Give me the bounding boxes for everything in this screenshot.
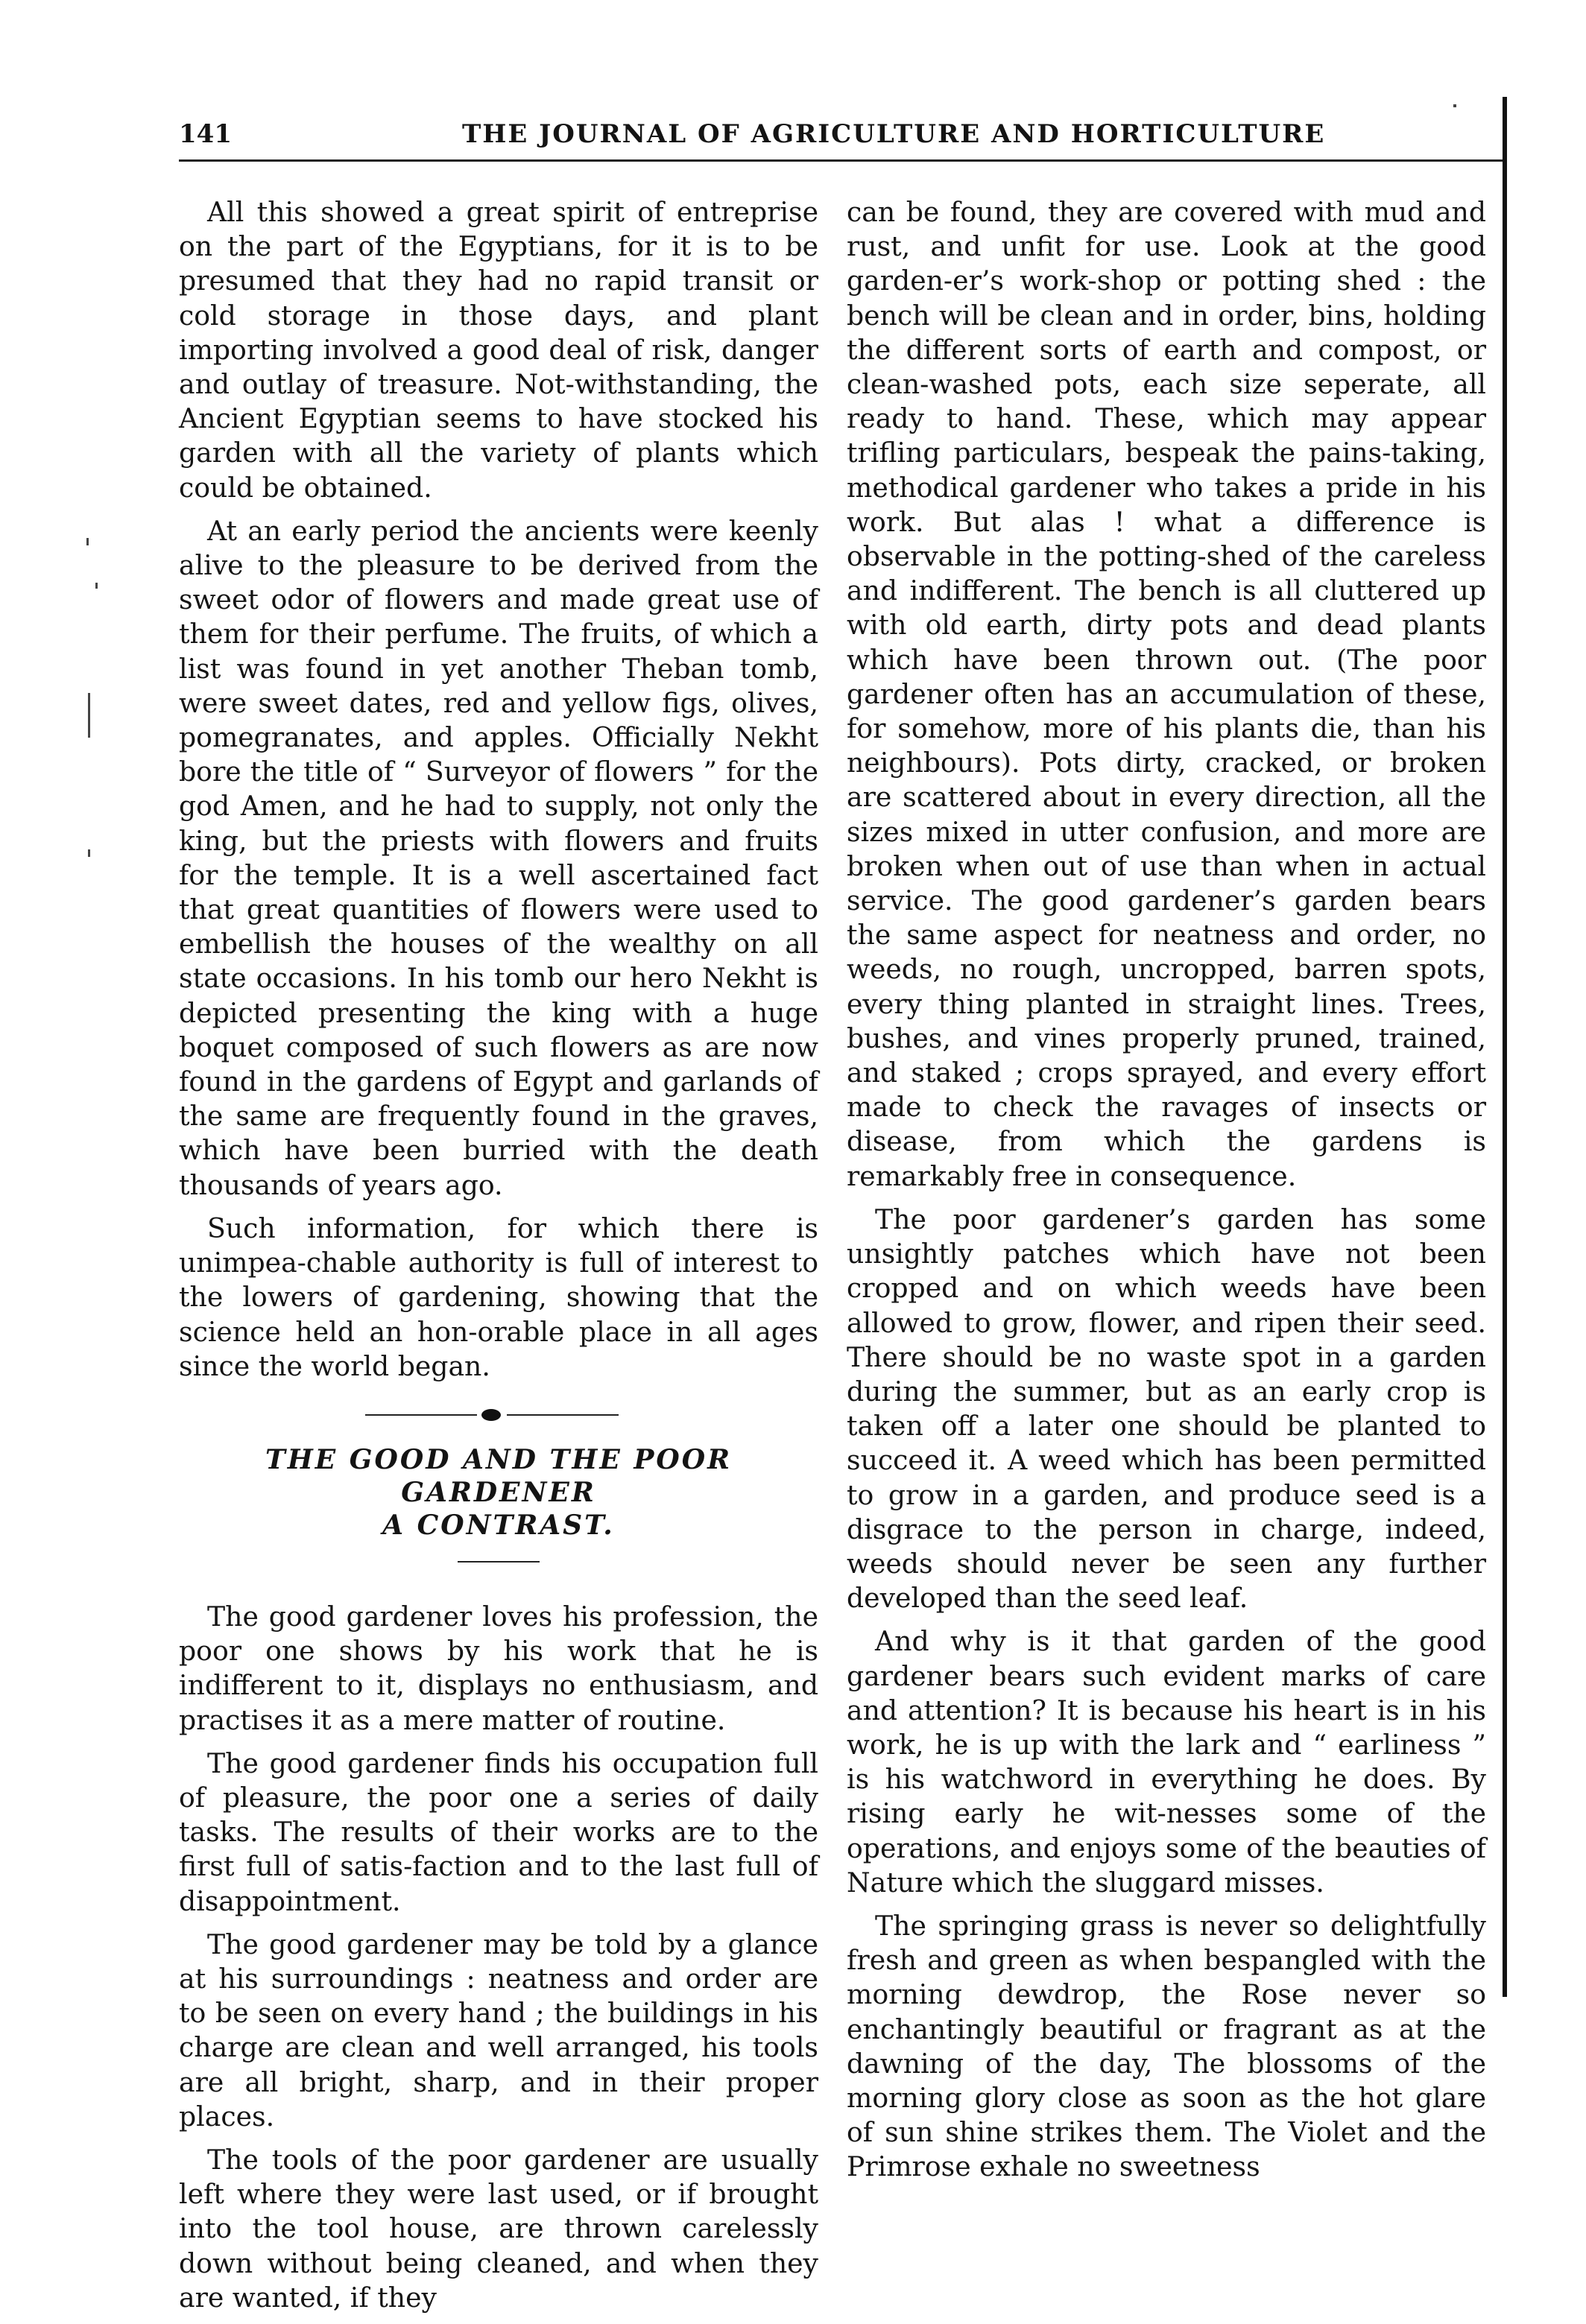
article-title-line2: A CONTRAST. xyxy=(382,1509,615,1541)
running-title: THE JOURNAL OF AGRICULTURE AND HORTICULTURE xyxy=(462,119,1326,149)
paragraph: The good gardener finds his occupation full of pleasure, the poor one a series of daily tasks. The results of their works are to the first full of satis-faction and to the last full of disappointment. xyxy=(179,1747,818,1917)
scan-speck xyxy=(88,849,90,857)
page-number: 141 xyxy=(179,119,232,149)
ornament-line-right xyxy=(507,1414,619,1416)
paragraph: The good gardener may be told by a glance at his surroundings : neatness and order are to be seen on every hand ; the buildings in his charge are clean and well arranged, his tools are all bright, sharp, and in their proper places. xyxy=(179,1928,818,2133)
paragraph: Such information, for which there is unimpea-chable authority is full of interest to the lowers of gardening, showing that the science held an hon-orable place in all ages since the world began. xyxy=(179,1212,818,1382)
scan-edge-line xyxy=(1503,97,1507,1997)
paragraph: At an early period the ancients were keenly alive to the pleasure to be derived from the sweet odor of flowers and made great use of them for their perfume. The fruits, of which a list was found in yet another Theban tomb, were sweet dates, red and yellow figs, olives, pomegranates, and apples. Officially Nekht bore the title of “ Surveyor of flowers ” for the god Amen, and he had to supply, not only the king, but the priests with flowers and fruits for the temple. It is a well ascertained fact that great quantities of flowers were used to embellish the houses of the wealthy on all state occasions. In his tomb our hero Nekht is depicted presenting the king with a huge boquet composed of such flowers as are now found in the gardens of Egypt and garlands of the same are frequently found in the graves, which have been burried with the death thousands of years ago. xyxy=(179,514,818,1201)
paragraph: All this showed a great spirit of entreprise on the part of the Egyptians, for it is to be presumed that they had no rapid transit or cold storage in those days, and plant importing involved a good deal of risk, danger and outlay of treasure. Not-withstanding, the Ancient Egyptian seems to have stocked his garden with all the variety of plants which could be obtained. xyxy=(179,196,818,504)
paragraph: The poor gardener’s garden has some unsightly patches which have not been cropped and on which weeds have been allowed to grow, flower, and ripen their seed. There should be no waste spot in a garden during the summer, but as an early crop is taken off a later one should be planted to succeed it. A weed which has been permitted to grow in a garden, and produce seed is a disgrace to the person in charge, indeed, weeds should never be seen any further developed than the seed leaf. xyxy=(847,1203,1486,1615)
paragraph: The tools of the poor gardener are usually left where they were last used, or if brought into the tool house, are thrown carelessly down without being cleaned, and when they are wanted, if they xyxy=(179,2143,818,2314)
paragraph: And why is it that garden of the good gardener bears such evident marks of care and attention? It is because his heart is in his work, he is up with the lark and “ earliness ” is his watchword in everything he does. By rising early he wit-nesses some of the operations, and enjoys some of the beauties of Nature which the sluggard misses. xyxy=(847,1625,1486,1899)
left-column xyxy=(179,195,818,2324)
scan-speck xyxy=(95,583,98,589)
article-title-line1: THE GOOD AND THE POOR GARDENER xyxy=(265,1443,733,1508)
paragraph: The good gardener loves his profession, the poor one shows by his work that he is indifferent to it, displays no enthusiasm, and practises it as a mere matter of routine. xyxy=(179,1600,818,1736)
article-title xyxy=(179,1443,818,1542)
scan-speck xyxy=(86,538,89,545)
scan-speck xyxy=(88,693,90,738)
section-ornament xyxy=(179,1400,818,1430)
ornament-diamond xyxy=(481,1409,501,1421)
paragraph-continued: can be found, they are covered with mud and rust, and unfit for use. Look at the good garden-er’s work-shop or potting shed : the bench will be clean and in order, bins, holding the different sorts of earth and compost, or clean-washed pots, each size seperate, all ready to hand. These, which may appear trifling particulars, bespeak the pains-taking, methodical gardener who takes a pride in his work. But alas ! what a difference is observable in the potting-shed of the careless and indifferent. The bench is all cluttered up with old earth, dirty pots and dead plants which have been thrown out. (The poor gardener often has an accumulation of these, for somehow, more of his plants die, than his neighbours). Pots dirty, cracked, or broken are scattered about in every direction, all the sizes mixed in utter confusion, and more are broken when out of use than when in actual service. The good gardener’s garden bears the same aspect for neatness and order, no weeds, no rough, uncropped, barren spots, every thing planted in straight lines. Trees, bushes, and vines properly pruned, trained, and staked ; crops sprayed, and every effort made to check the ravages of insects or disease, from which the gardens is remarkably free in consequence. xyxy=(847,196,1486,1192)
page-header xyxy=(179,119,1506,164)
header-rule xyxy=(179,159,1506,162)
right-column xyxy=(847,195,1486,2194)
ornament-line-left xyxy=(365,1414,477,1416)
title-rule xyxy=(458,1561,540,1562)
paragraph: The springing grass is never so delightfully fresh and green as when bespangled with the morning dewdrop, the Rose never so enchantingly beautiful or fragrant as at the dawning of the day, The blossoms of the morning glory close as soon as the hot glare of sun shine strikes them. The Violet and the Primrose exhale no sweetness xyxy=(847,1909,1486,2183)
scan-speck xyxy=(1453,104,1456,107)
